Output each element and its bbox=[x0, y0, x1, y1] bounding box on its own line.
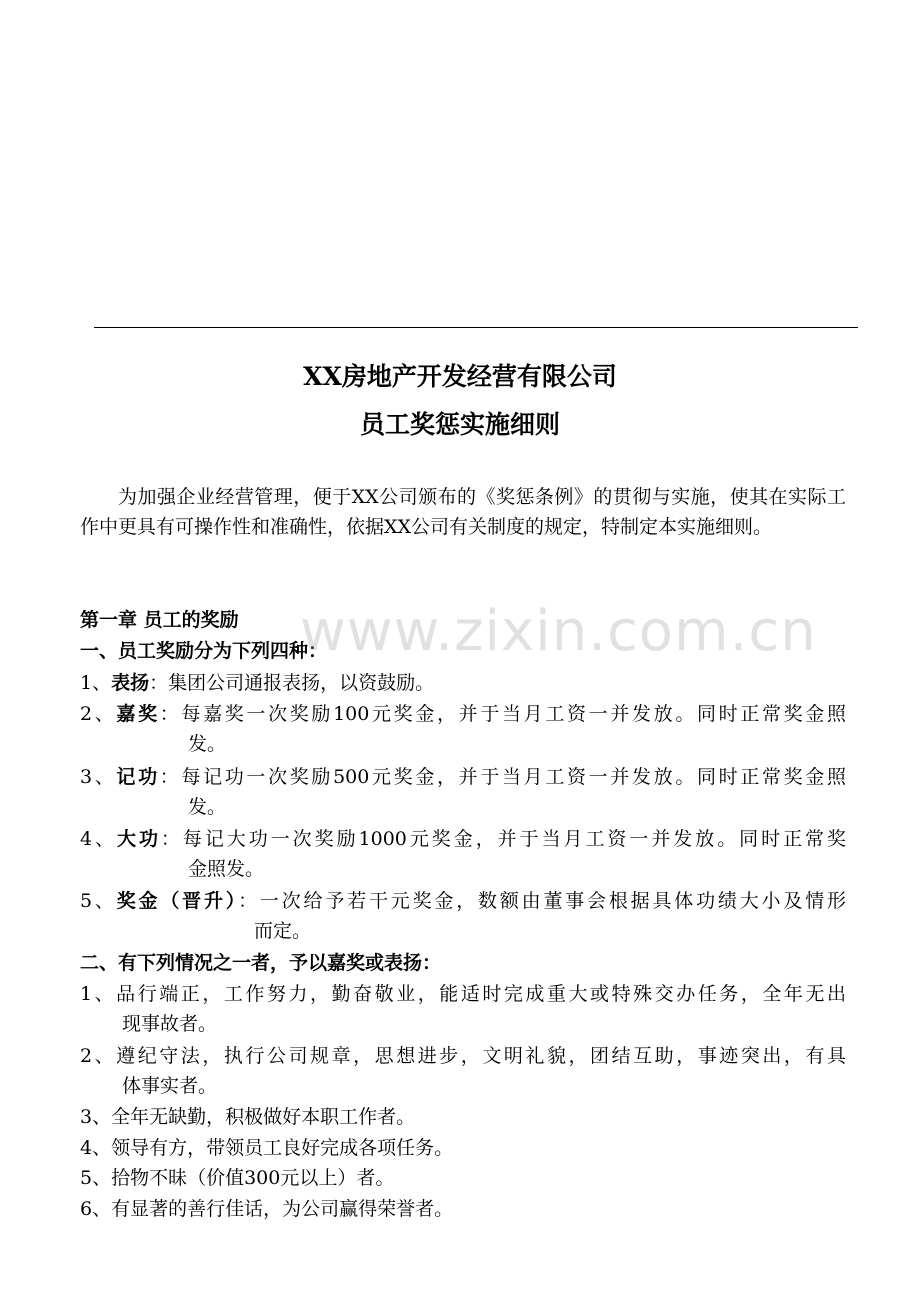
section-heading-1: 一、员工奖励分为下列四种： bbox=[80, 640, 328, 662]
item-text: 品行端正，工作努力，勤奋敬业，能适时完成重大或特殊交办任务，全年无出 bbox=[116, 983, 846, 1005]
item-number: 3、 bbox=[80, 766, 117, 788]
company-title: XX房地产开发经营有限公司 bbox=[303, 362, 617, 391]
item-number: 4、 bbox=[80, 828, 117, 850]
item-number: 5、 bbox=[80, 1167, 112, 1189]
item-sep: ： bbox=[238, 890, 260, 912]
reward-item-3 bbox=[80, 762, 846, 822]
chapter-heading: 第一章 员工的奖励 bbox=[80, 609, 239, 631]
commendation-item-6 bbox=[80, 1194, 846, 1224]
item-sep: ： bbox=[160, 828, 183, 850]
item-text: 每记大功一次奖励1000元奖金，并于当月工资一并发放。同时正常奖 bbox=[182, 828, 846, 850]
item-text-cont: 金照发。 bbox=[188, 858, 265, 880]
item-term: 记功 bbox=[116, 766, 160, 788]
item-text: 每嘉奖一次奖励100元奖金，并于当月工资一并发放。同时正常奖金照 bbox=[181, 703, 846, 725]
item-number: 1、 bbox=[80, 983, 117, 1005]
item-sep: ： bbox=[159, 703, 182, 725]
item-text-cont: 体事实者。 bbox=[122, 1075, 218, 1097]
reward-item-1 bbox=[80, 668, 846, 698]
commendation-item-4 bbox=[80, 1133, 846, 1163]
item-term: 大功 bbox=[117, 828, 161, 850]
item-text: 每记功一次奖励500元奖金，并于当月工资一并发放。同时正常奖金照 bbox=[181, 766, 846, 788]
commendation-item-1 bbox=[80, 979, 846, 1039]
item-term: 表扬 bbox=[111, 672, 150, 694]
item-number: 1、 bbox=[80, 672, 112, 694]
item-number: 2、 bbox=[80, 1045, 117, 1067]
item-text: 遵纪守法，执行公司规章，思想进步，文明礼貌，团结互助，事迹突出，有具 bbox=[116, 1045, 846, 1067]
item-term: 嘉奖 bbox=[116, 703, 160, 725]
item-text: 一次给予若干元奖金，数额由董事会根据具体功绩大小及情形 bbox=[259, 890, 846, 912]
item-text: 全年无缺勤，积极做好本职工作者。 bbox=[111, 1106, 416, 1128]
item-number: 3、 bbox=[80, 1106, 112, 1128]
commendation-item-2 bbox=[80, 1041, 846, 1101]
commendation-item-5 bbox=[80, 1163, 846, 1193]
reward-item-5 bbox=[80, 886, 846, 946]
item-text: 领导有方，带领员工良好完成各项任务。 bbox=[111, 1137, 454, 1159]
item-number: 5、 bbox=[80, 890, 117, 912]
item-text: 有显著的善行佳话，为公司赢得荣誉者。 bbox=[111, 1198, 454, 1220]
item-text: 拾物不昧（价值300元以上）者。 bbox=[111, 1167, 395, 1189]
commendation-item-3 bbox=[80, 1102, 846, 1132]
intro-paragraph: 为加强企业经营管理，便于XX公司颁布的《奖惩条例》的贯彻与实施，使其在实际工作中更具有可操作性和准确性，依据XX公司有关制度的规定，特制定本实施细则。 bbox=[80, 486, 846, 538]
reward-item-2 bbox=[80, 699, 846, 759]
item-text-cont: 发。 bbox=[188, 733, 227, 755]
item-text: 集团公司通报表扬，以资鼓励。 bbox=[168, 672, 435, 694]
item-text-cont: 发。 bbox=[188, 796, 227, 818]
section-heading-2: 二、有下列情况之一者，予以嘉奖或表扬： bbox=[80, 952, 442, 974]
item-number: 4、 bbox=[80, 1137, 112, 1159]
item-text-cont: 现事故者。 bbox=[122, 1013, 218, 1035]
item-number: 2、 bbox=[80, 703, 117, 725]
item-number: 6、 bbox=[80, 1198, 112, 1220]
item-sep: ： bbox=[159, 766, 182, 788]
header-rule bbox=[94, 327, 858, 328]
reward-item-4 bbox=[80, 824, 846, 884]
item-text-cont: 而定。 bbox=[254, 920, 312, 942]
item-sep: ： bbox=[149, 672, 169, 694]
item-term: 奖金（晋升） bbox=[116, 890, 239, 912]
watermark: www.zixin.com.cn bbox=[300, 599, 817, 664]
document-title: 员工奖惩实施细则 bbox=[359, 410, 560, 439]
